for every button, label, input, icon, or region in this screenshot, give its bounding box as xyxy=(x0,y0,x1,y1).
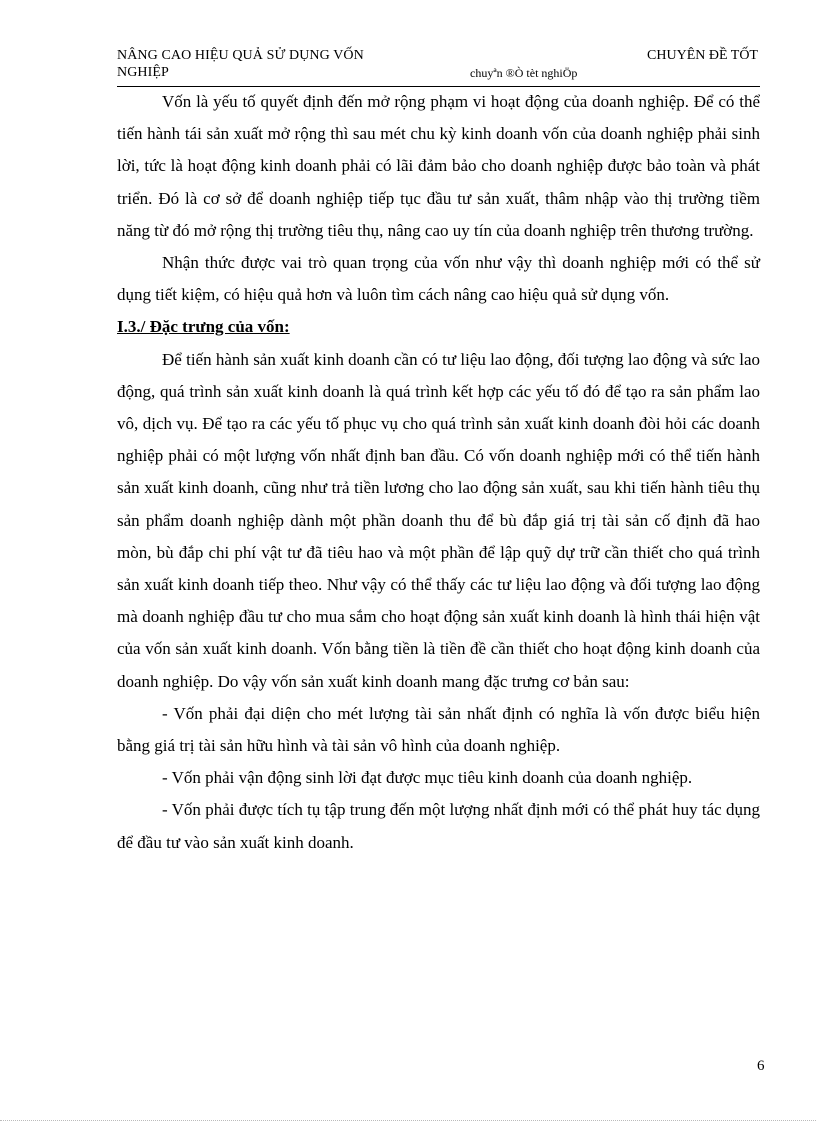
header-title-line2: NGHIỆP xyxy=(117,65,169,80)
page-body xyxy=(117,86,760,859)
running-header-left xyxy=(117,47,364,81)
page-number: 6 xyxy=(757,1058,765,1074)
running-header-center: chuyªn ®Ò tèt nghiÖp xyxy=(470,66,578,80)
body-paragraph: Vốn là yếu tố quyết định đến mở rộng phạm vi hoạt động của doanh nghiệp. Để có thể tiến hành tái sản xuất mở rộng thì sau mét chu kỳ kinh doanh vốn của doanh nghiệp phải sinh lời, tức là hoạt động kinh doanh phải có lãi đảm bảo cho doanh nghiệp được bảo toàn và phát triển. Đó là cơ sở để doanh nghiệp tiếp tục đầu tư sản xuất, thâm nhập vào thị trường tiềm năng từ đó mở rộng thị trường tiêu thụ, nâng cao uy tín của doanh nghiệp trên thương trường. xyxy=(117,92,760,240)
bullet-paragraph: - Vốn phải vận động sinh lời đạt được mục tiêu kinh doanh của doanh nghiệp. xyxy=(162,768,693,788)
bullet-paragraph: - Vốn phải được tích tụ tập trung đến một lượng nhất định mới có thể phát huy tác dụng để đầu tư vào sản xuất kinh doanh. xyxy=(117,800,760,852)
footer-divider xyxy=(0,1120,816,1121)
section-heading: I.3./ Đặc trưng của vốn: xyxy=(117,317,290,337)
running-header-right: CHUYÊN ĐỀ TỐT xyxy=(647,48,758,63)
body-paragraph: Nhận thức được vai trò quan trọng của vốn như vậy thì doanh nghiệp mới có thể sử dụng tiết kiệm, có hiệu quả hơn và luôn tìm cách nâng cao hiệu quả sử dụng vốn. xyxy=(117,253,760,305)
header-title-line1: NÂNG CAO HIỆU QUẢ SỬ DỤNG VỐN xyxy=(117,48,364,63)
body-paragraph: Để tiến hành sản xuất kinh doanh cần có tư liệu lao động, đối tượng lao động và sức lao động, quá trình sản xuất kinh doanh là quá trình kết hợp các yếu tố đó để tạo ra sản phẩm lao vô, dịch vụ. Để tạo ra các yếu tố phục vụ cho quá trình sản xuất kinh doanh đòi hỏi các doanh nghiệp phải có một lượng vốn nhất định ban đầu. Có vốn doanh nghiệp mới có thể tiến hành sản xuất kinh doanh, cũng như trả tiền lương cho lao động sản xuất, sau khi tiến hành tiêu thụ sản phẩm doanh nghiệp dành một phần doanh thu để bù đắp giá trị tài sản cố định đã hao mòn, bù đắp chi phí vật tư đã tiêu hao và một phần để lập quỹ dự trữ cần thiết cho quá trình sản xuất kinh doanh tiếp theo. Như vậy có thể thấy các tư liệu lao động và đối tượng lao động mà doanh nghiệp đầu tư cho mua sắm cho hoạt động sản xuất kinh doanh là hình thái hiện vật của vốn sản xuất kinh doanh. Vốn bằng tiền là tiền đề cần thiết cho hoạt động kinh doanh của doanh nghiệp. Do vậy vốn sản xuất kinh doanh mang đặc trưng cơ bản sau: xyxy=(117,349,760,691)
bullet-paragraph: - Vốn phải đại diện cho mét lượng tài sản nhất định có nghĩa là vốn được biểu hiện bằng giá trị tài sản hữu hình và tài sản vô hình của doanh nghiệp. xyxy=(117,703,760,756)
